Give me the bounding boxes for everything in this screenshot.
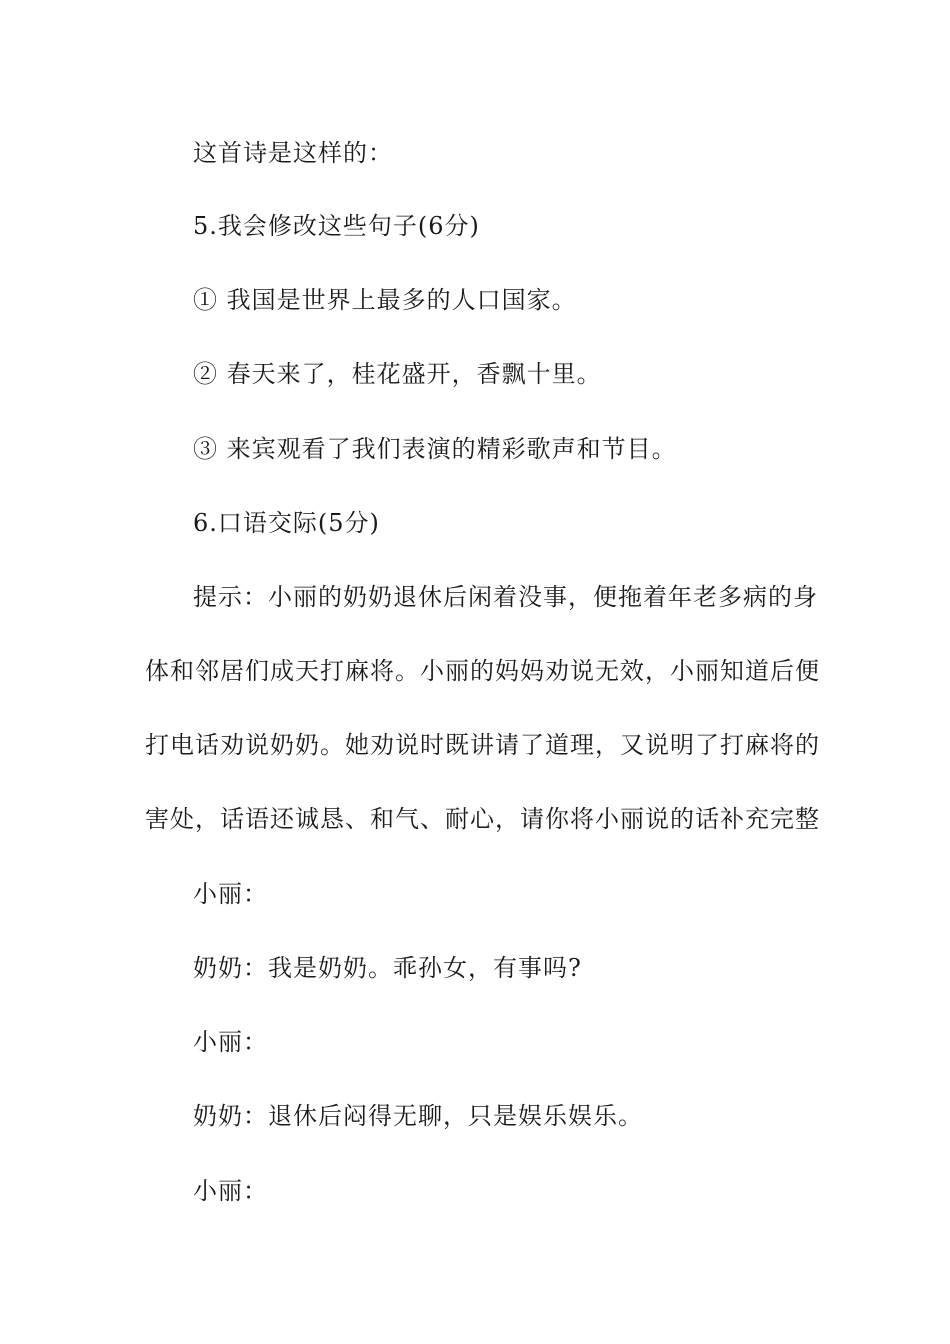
sentence-2: ② 春天来了，桂花盛开，香飘十里。 xyxy=(193,360,602,388)
dialogue-grandma-2: 奶奶：退休后闷得无聊，只是娱乐娱乐。 xyxy=(193,1102,643,1130)
dialogue-xiaoli-3: 小丽： xyxy=(193,1177,268,1205)
prompt-line-4: 害处，话语还诚恳、和气、耐心，请你将小丽说的话补充完整 xyxy=(145,805,820,833)
dialogue-xiaoli-2: 小丽： xyxy=(193,1028,268,1056)
intro-line: 这首诗是这样的： xyxy=(193,139,393,167)
question-6-heading: 6.口语交际(5分) xyxy=(193,509,380,537)
question-5-heading: 5.我会修改这些句子(6分) xyxy=(193,212,480,240)
sentence-3: ③ 来宾观看了我们表演的精彩歌声和节目。 xyxy=(193,435,677,463)
prompt-line-1: 提示：小丽的奶奶退休后闲着没事，便拖着年老多病的身 xyxy=(193,583,818,611)
prompt-line-3: 打电话劝说奶奶。她劝说时既讲请了道理，又说明了打麻将的 xyxy=(145,731,820,759)
sentence-1: ① 我国是世界上最多的人口国家。 xyxy=(193,286,577,314)
dialogue-xiaoli-1: 小丽： xyxy=(193,880,268,908)
prompt-line-2: 体和邻居们成天打麻将。小丽的妈妈劝说无效，小丽知道后便 xyxy=(145,657,820,685)
dialogue-grandma-1: 奶奶：我是奶奶。乖孙女，有事吗? xyxy=(193,954,582,982)
